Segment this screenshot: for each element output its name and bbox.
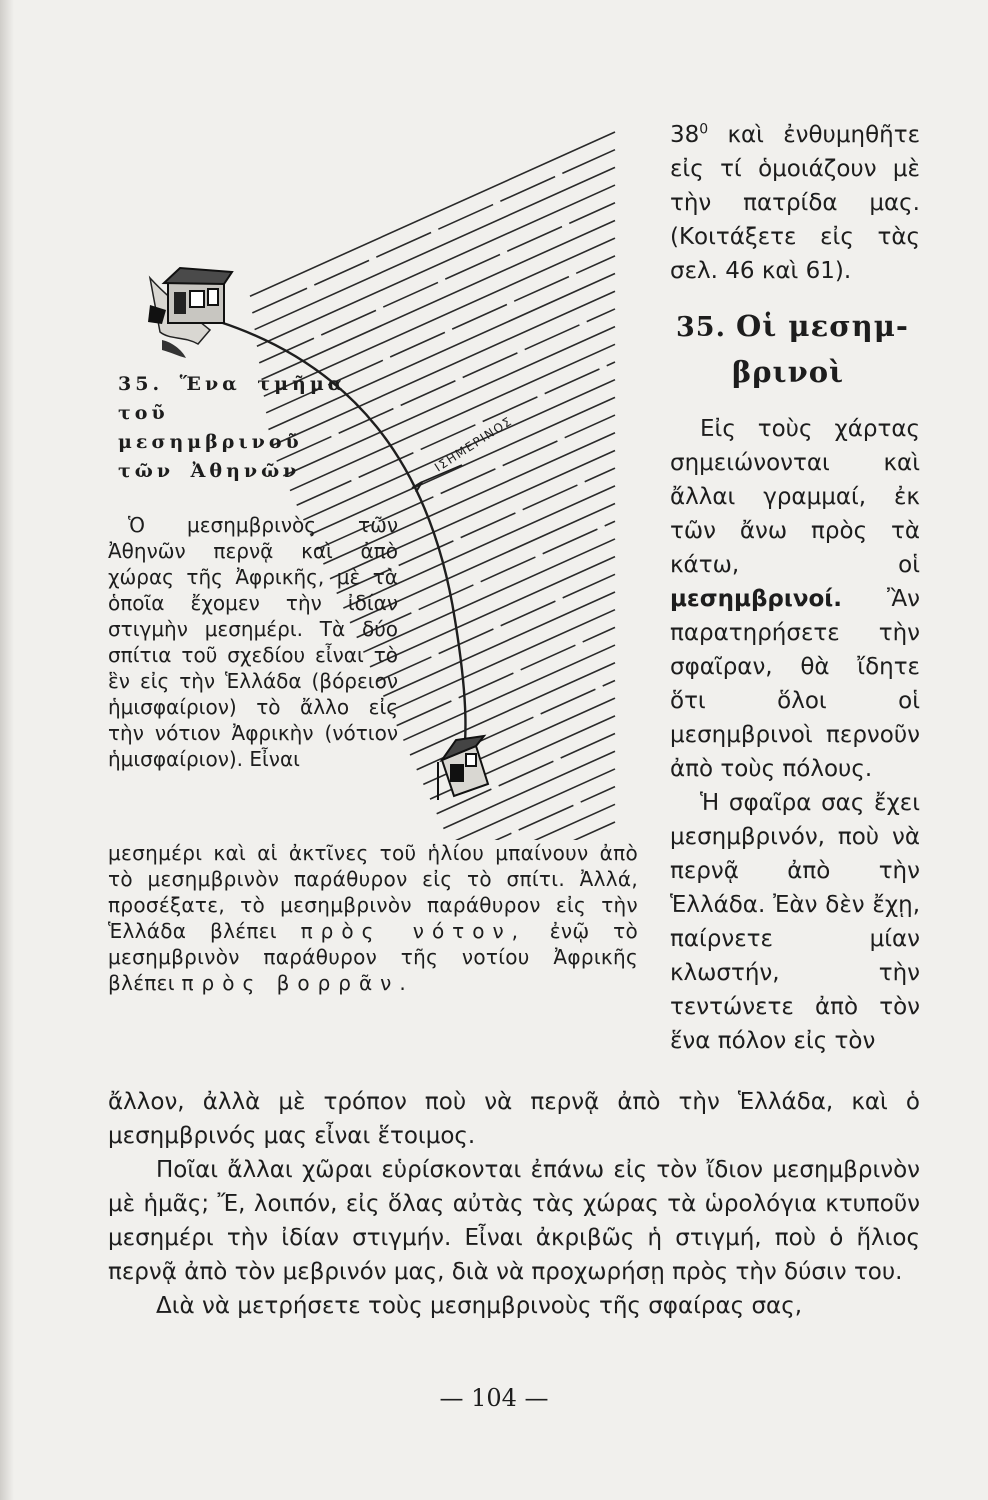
term-meridians: μεσημβρινοί.: [670, 586, 842, 612]
section-heading: [676, 304, 920, 394]
full-width-text: [108, 1085, 920, 1323]
sun-ray-line: [377, 574, 615, 681]
sun-ray-line: [250, 132, 615, 296]
intro-degree: 38: [670, 122, 700, 148]
page-edge-shadow: [0, 0, 14, 1500]
para1-text-b: Ἂν παρατηρήσετε τὴν σφαῖραν, θὰ ἴδητε ὅτι ὅλοι οἱ μεσημβρινοὶ περνοῦν ἀπὸ τοὺς πόλους.: [670, 586, 920, 782]
paragraph-globe: [670, 786, 920, 1058]
para1-text-a: Εἰς τοὺς χάρτας σημειώνονται καὶ ἄλλαι γραμμαί, ἐκ τῶν ἄνω πρὸς τὰ κάτω, οἱ: [670, 416, 920, 578]
figure-caption-continuation: [108, 840, 638, 996]
sun-ray-line: [397, 627, 615, 725]
section-number: 35.: [676, 312, 726, 343]
sun-ray-line: [363, 539, 615, 652]
figure-caption-body: [108, 512, 398, 772]
intro-paragraph: [670, 118, 920, 288]
sun-ray-line: [259, 203, 615, 363]
section-title-line-1: Οἱ μεσημ-: [735, 309, 909, 343]
direction-south: πρὸς νότον,: [300, 919, 526, 943]
sun-ray-line: [403, 645, 615, 740]
sun-ray-line: [255, 167, 615, 329]
equator-label: ΙΣΗΜΕΡΙΝΟΣ: [432, 413, 515, 475]
intro-text: καὶ ἐνθυμηθῆτε εἰς τί ὁμοιάζουν μὲ τὴν πατρίδα μας. (Κοιτάξετε εἰς τὰς σελ. 46 καὶ 61).: [670, 122, 920, 284]
paragraph-same-meridian: [108, 1153, 920, 1289]
para2-text: Ἡ σφαῖρα σας ἔχει μεσημβρινόν, ποὺ νὰ περνᾷ ἀπὸ τὴν Ἑλλάδα. Ἐὰν δὲν ἔχῃ, παίρνετε μίαν κλωστήν, τὴν τεντώνετε ἀπὸ τὸν ἕνα πόλον εἰς τὸν: [670, 790, 920, 1054]
para4-text: Διὰ νὰ μετρήσετε τοὺς μεσημβρινοὺς τῆς σφαίρας σας,: [156, 1293, 803, 1319]
para3-text: Ποῖαι ἄλλαι χῶραι εὑρίσκονται ἐπάνω εἰς τὸν ἴδιον μεσημβρινὸν μὲ ἡμᾶς; Ἔ, λοιπόν, εἰς ὅλας αὐτὰς τὰς χώρας τὰ ὡρολόγια κτυποῦν μεσημέρι τὴν ἰδίαν στιγμήν. Εἶναι ἀκριβῶς ἡ στιγμή, ποὺ ὁ ἥλιος περνᾷ ἀπὸ τὸν μεβρινόν μας, διὰ νὰ προχωρήσῃ πρὸς τὴν δύσιν του.: [108, 1157, 920, 1285]
page-number: — 104 —: [439, 1384, 549, 1412]
figure-caption-title: 35. Ἕνα τμῆμα τοῦ μεσημβρινοῦ τῶν Ἀθηνῶν: [118, 373, 347, 482]
paragraph-meridians: [670, 412, 920, 786]
sun-ray-line: [257, 185, 615, 346]
house-north-icon: [148, 268, 232, 358]
paragraph-continued: ἄλλον, ἀλλὰ μὲ τρόπον ποὺ νὰ περνᾷ ἀπὸ τὴν Ἑλλάδα, καὶ ὁ μεσημβρινός μας εἶναι ἕτοιμος.: [108, 1089, 920, 1149]
caption-wide-text-1: μεσημέρι καὶ αἱ ἀκτῖνες τοῦ ἡλίου μπαίνουν ἀπὸ τὸ μεσημβρινὸν παράθυρον εἰς τὸ σπίτι. Ἀλλά, προσέξατε, τὸ μεσημβρινὸν παράθυρον εἰς τὴν Ἑλλάδα βλέπει: [108, 841, 638, 943]
sun-ray-line: [383, 592, 615, 696]
paragraph-measure: [108, 1289, 920, 1323]
caption-wide-text-2: ἐνῷ τὸ μεσημβρινὸν παράθυρον τῆς νοτίου Ἀφρικῆς βλέπει: [108, 919, 638, 995]
section-title-line-2: βρινοὶ: [732, 355, 845, 389]
right-column: [670, 118, 920, 1058]
sun-ray-line: [262, 220, 615, 379]
sun-ray-line: [370, 557, 615, 667]
house-south-icon: [438, 736, 488, 800]
degree-mark: 0: [699, 121, 709, 138]
direction-north: πρὸς βορρᾶν.: [181, 971, 414, 995]
sun-ray-line: [410, 663, 615, 755]
sun-ray-line: [252, 150, 615, 313]
caption-body-text: Ὁ μεσημβρινὸς τῶν Ἀθηνῶν περνᾷ καὶ ἀπὸ χώρας τῆς Ἀφρικῆς, μὲ τὰ ὁποῖα ἔχομεν τὴν ἰδίαν στιγμὴν μεσημέρι. Τὰ δύο σπίτια τοῦ σχεδίου εἶναι τὸ ἓν εἰς τὴν Ἑλλάδα (βόρειον ἡμισφαίριον) τὸ ἄλλο εἰς τὴν νότιον Ἀφρικὴν (νότιον ἡμισφαίριον). Εἶναι: [108, 513, 398, 771]
